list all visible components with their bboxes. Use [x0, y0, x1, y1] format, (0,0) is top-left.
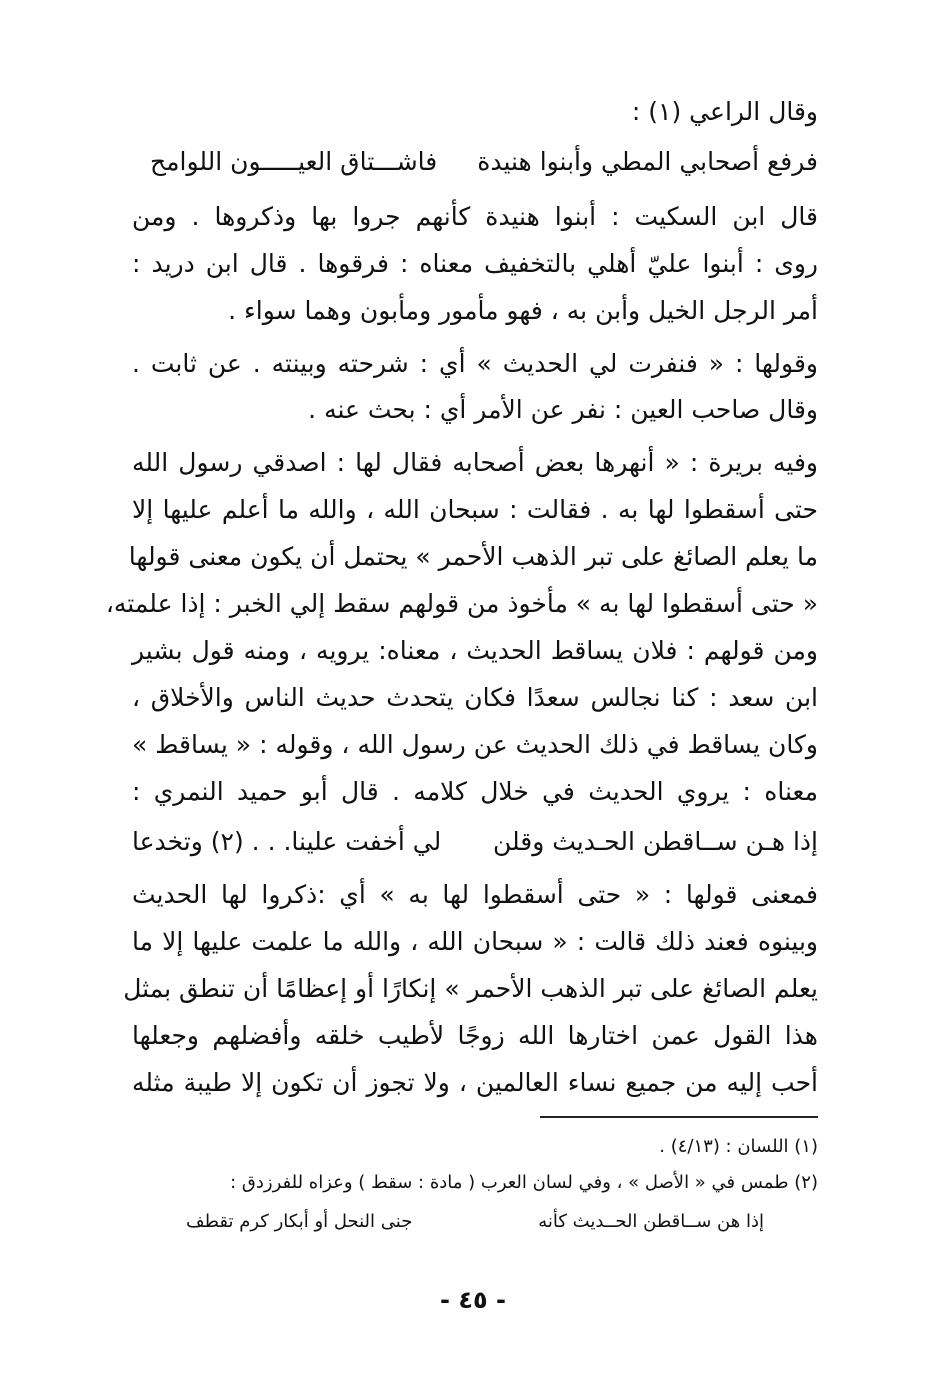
text-line-12: ابن سعد : كنا نجالس سعدًا فكان يتحدث حديث الناس والأخلاق ، [132, 683, 818, 712]
text-line-3: روى : أبنوا عليّ أهلي بالتخفيف معناه : فرقوها . قال ابن دريد : [132, 249, 818, 278]
footnote-separator [540, 1116, 818, 1118]
text-line-2: قال ابن السكيت : أبنوا هنيدة كأنهم جروا بها وذكروها . ومن [132, 202, 818, 231]
page-number: - ٤٥ - [440, 1286, 506, 1314]
text-line-1: وقال الراعي (١) : [631, 97, 818, 126]
text-line-14: معناه : يروي الحديث في خلال كلامه . قال أبو حميد النمري : [132, 777, 818, 806]
text-line-7: وفيه بريرة : « أنهرها بعض أصحابه فقال لها : اصدقي رسول الله [132, 448, 818, 477]
text-line-8: حتى أسقطوا لها به . فقالت : سبحان الله ، والله ما أعلم عليها إلا [132, 495, 818, 524]
verse-1-second-hemistich: فاشـــتاق العيـــــون اللوامح [150, 147, 438, 176]
footnote-2-verse-first: إذا هن ســاقطن الحــديث كأنه [538, 1211, 764, 1232]
text-line-6: وقال صاحب العين : نفر عن الأمر أي : بحث عنه . [308, 395, 818, 424]
text-line-15: فمعنى قولها : « حتى أسقطوا لها به » أي :ذكروا لها الحديث [132, 880, 818, 909]
text-line-4: أمر الرجل الخيل وأبن به ، فهو مأمور ومأبون وهما سواء . [228, 296, 818, 325]
footnote-1: (١) اللسان : (٤/١٣) . [659, 1136, 818, 1157]
text-line-13: وكان يساقط في ذلك الحديث عن رسول الله ، وقوله : « يساقط » [132, 730, 818, 759]
text-line-18: هذا القول عمن اختارها الله زوجًا لأطيب خلقه وأفضلهم وجعلها [132, 1021, 818, 1050]
text-line-11: ومن قولهم : فلان يساقط الحديث ، معناه: يرويه ، ومنه قول بشير [132, 636, 818, 665]
verse-1-first-hemistich: فرفع أصحابي المطي وأبنوا هنيدة [477, 147, 818, 176]
text-line-5: وقولها : « فنفرت لي الحديث » أي : شرحته وبينته . عن ثابت . [132, 349, 818, 378]
text-line-19: أحب إليه من جميع نساء العالمين ، ولا تجوز أن تكون إلا طيبة مثله [132, 1068, 818, 1097]
footnote-2-verse-second: جنى النحل أو أبكار كرم تقطف [186, 1211, 413, 1232]
text-line-17: يعلم الصائغ على تبر الذهب الأحمر » إنكارًا أو إعظامًا أن تنطق بمثل [123, 974, 818, 1003]
text-line-9: ما يعلم الصائغ على تبر الذهب الأحمر » يحتمل أن يكون معنى قولها [128, 542, 818, 571]
footnote-2: (٢) طمس في « الأصل » ، وفي لسان العرب ( مادة : سقط ) وعزاه للفرزدق : [230, 1172, 818, 1193]
verse-2-second-hemistich: لي أخفت علينا. . . (٢) وتخدعا [132, 827, 442, 856]
verse-2-first-hemistich: إذا هـن ســاقطن الحـديث وقلن [492, 827, 818, 856]
text-line-10: « حتى أسقطوا لها به » مأخوذ من قولهم سقط إلي الخبر : إذا علمته، [105, 589, 818, 618]
text-line-16: وبينوه فعند ذلك قالت : « سبحان الله ، والله ما علمت عليها إلا ما [132, 927, 818, 956]
